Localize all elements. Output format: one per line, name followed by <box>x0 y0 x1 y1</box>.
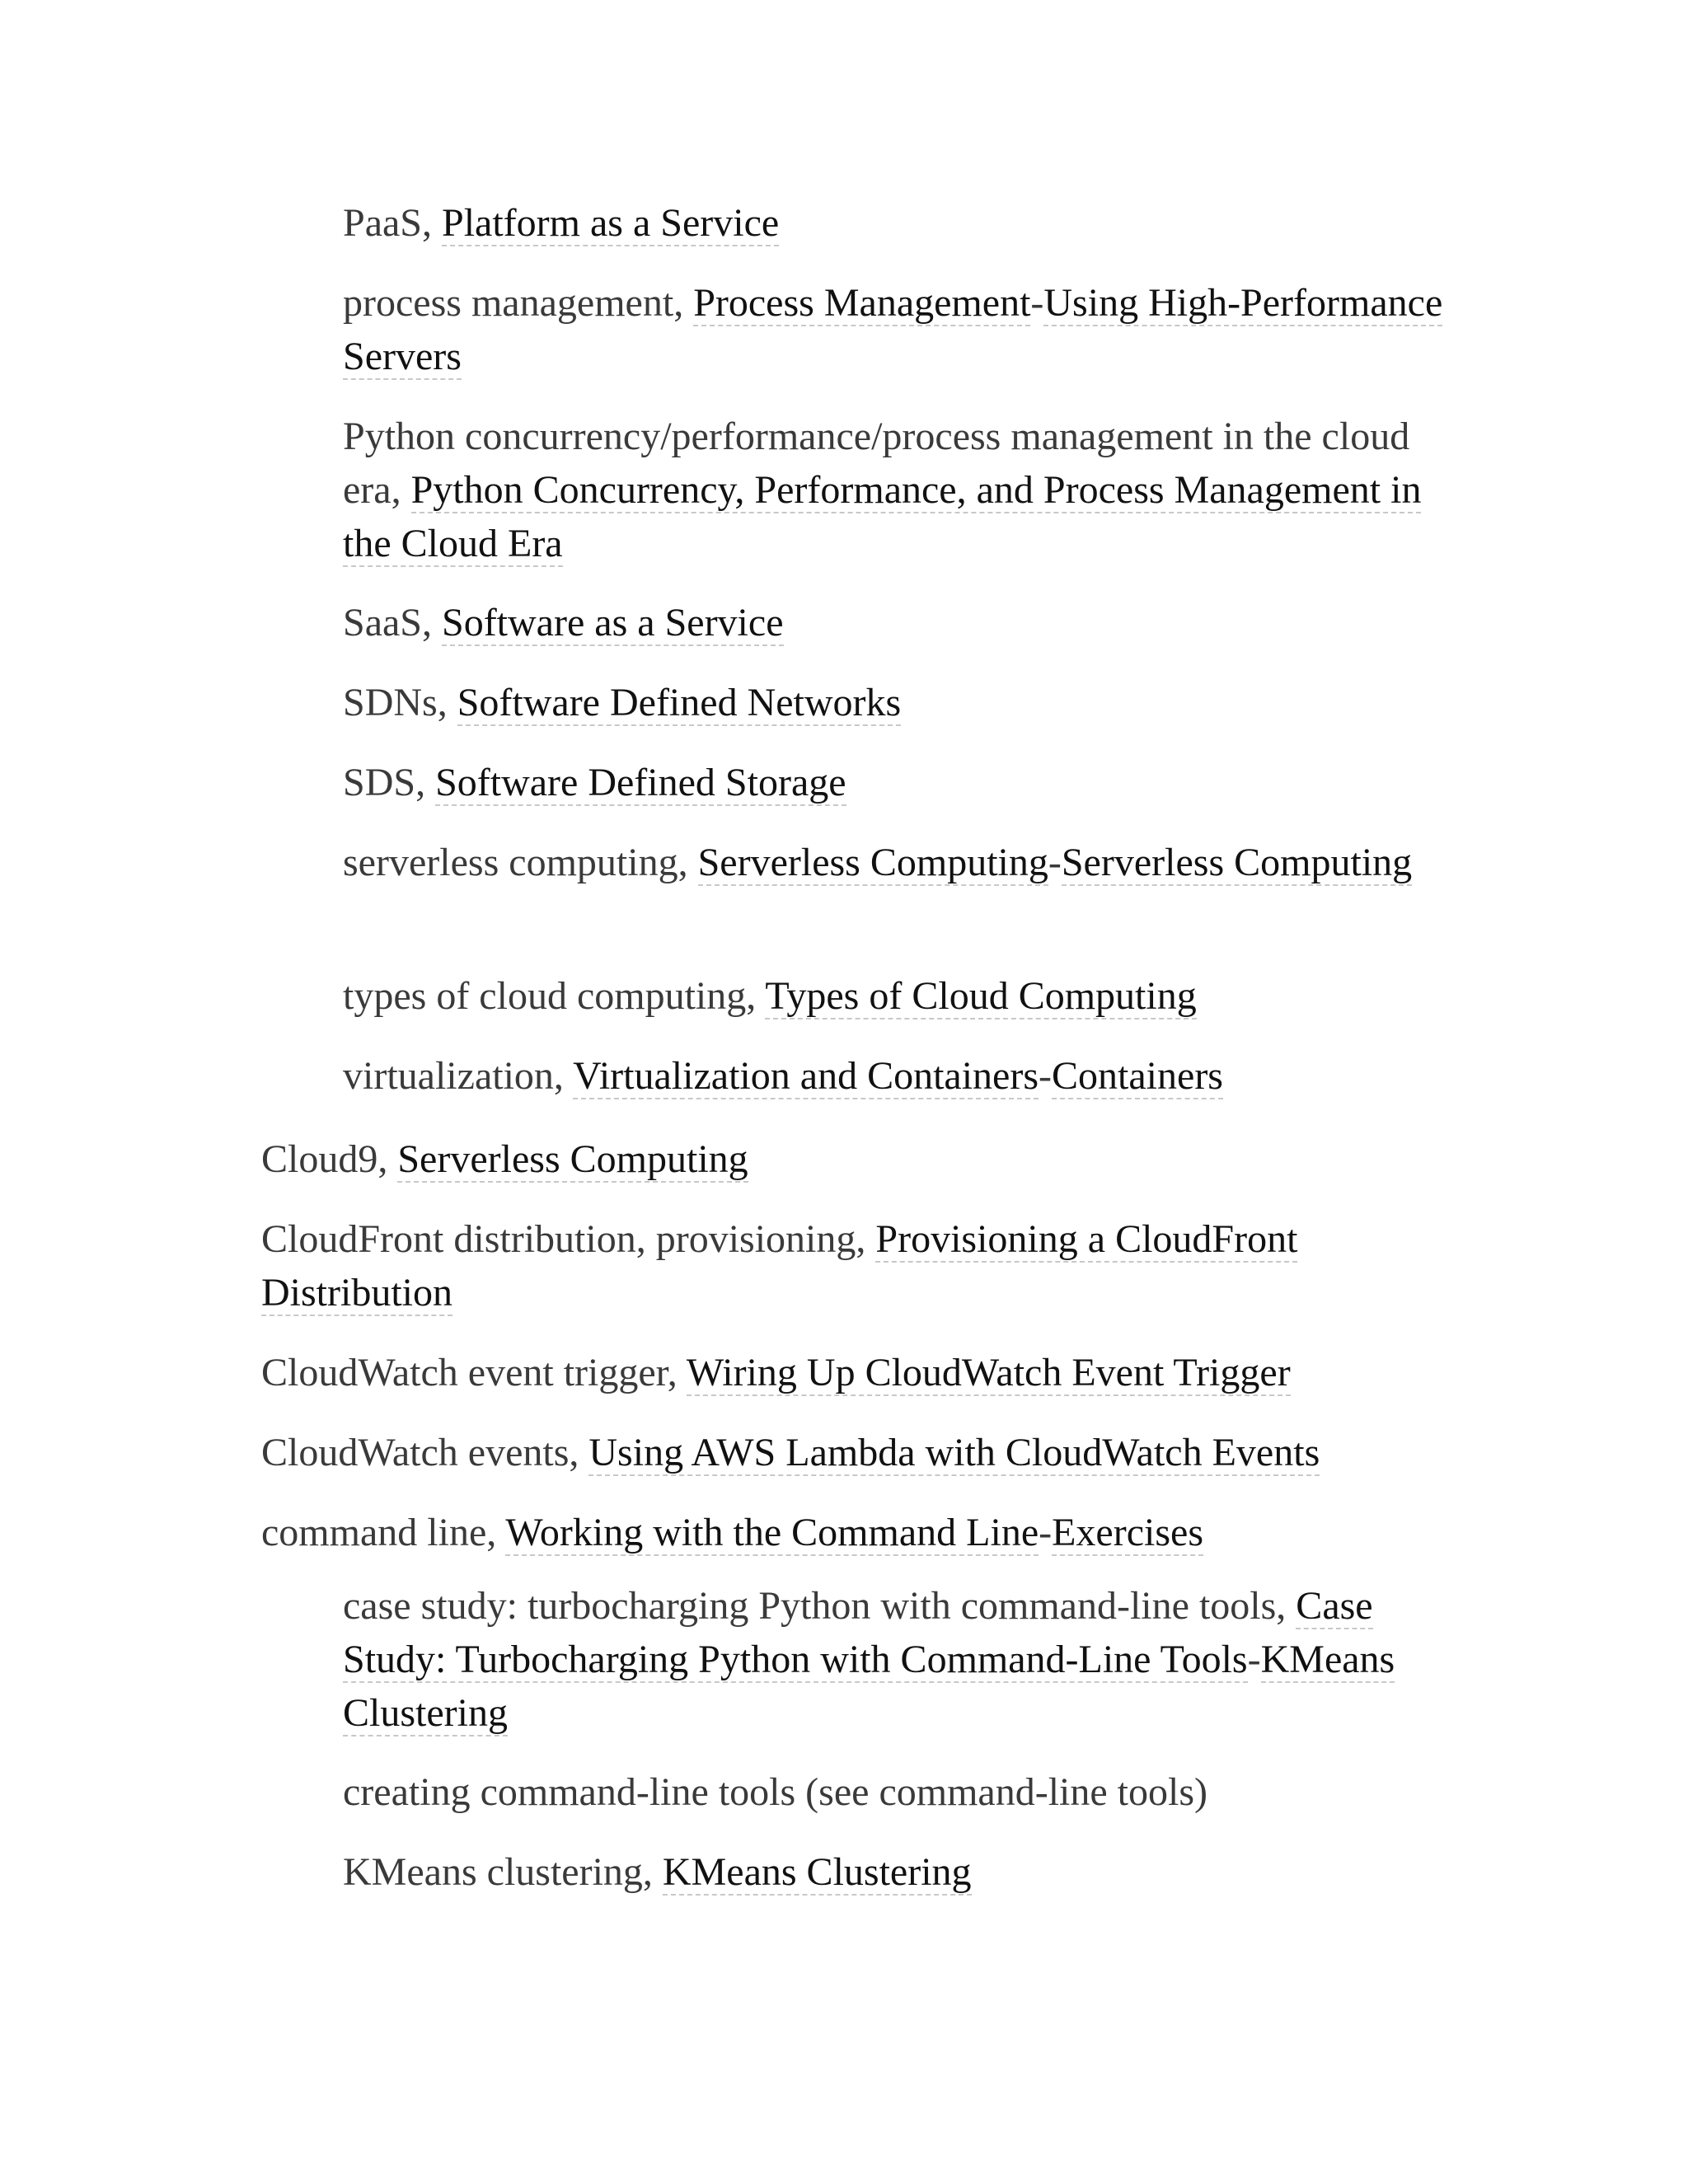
index-term: CloudWatch events <box>261 1431 570 1474</box>
index-entry-cloud9 <box>261 1132 1448 1186</box>
index-link[interactable]: Using AWS Lambda with CloudWatch Events <box>588 1431 1320 1474</box>
index-link[interactable]: Software as a Service <box>442 601 784 644</box>
index-link[interactable]: Wiring Up CloudWatch Event Trigger <box>686 1351 1291 1394</box>
index-term: case study: turbocharging Python with command-line tools <box>343 1584 1277 1628</box>
index-entry-saas <box>343 596 1447 649</box>
index-link[interactable]: Provisioning a CloudFront Distribution <box>261 1217 1298 1315</box>
index-link[interactable]: Exercises <box>1052 1511 1204 1554</box>
index-entry-serverless-computing <box>343 836 1447 889</box>
index-link[interactable]: Containers <box>1052 1054 1223 1098</box>
index-entry-types-of-cloud <box>343 969 1447 1023</box>
separator: - <box>1048 841 1062 884</box>
index-term: CloudFront distribution, provisioning <box>261 1217 856 1261</box>
separator: , <box>642 1850 663 1894</box>
index-term: PaaS <box>343 201 422 245</box>
separator: , <box>667 1351 687 1394</box>
separator: , <box>486 1511 506 1554</box>
separator: - <box>1039 1054 1053 1098</box>
index-term: Python concurrency/performance/process management in the cloud era <box>343 415 1410 512</box>
index-link[interactable]: Process Management <box>693 281 1031 325</box>
separator: , <box>1276 1584 1296 1628</box>
index-term: SDS <box>343 761 416 804</box>
index-link[interactable]: KMeans Clustering <box>343 1638 1395 1735</box>
separator: - <box>1039 1511 1053 1554</box>
index-entry-paas <box>343 196 1447 250</box>
index-link[interactable]: Software Defined Storage <box>435 761 846 804</box>
separator: , <box>746 974 766 1018</box>
index-link[interactable]: Platform as a Service <box>442 201 780 245</box>
index-term: creating command-line tools (see command-line tools) <box>343 1770 1208 1814</box>
separator: , <box>437 681 457 724</box>
index-entry-virtualization <box>343 1049 1447 1103</box>
separator: , <box>856 1217 876 1261</box>
index-entry-cloudwatch-trigger <box>261 1346 1448 1399</box>
index-link[interactable]: Serverless Computing <box>1061 841 1413 884</box>
separator: , <box>422 201 442 245</box>
index-link[interactable]: Python Concurrency, Performance, and Process Management in the Cloud Era <box>343 468 1422 565</box>
separator: , <box>553 1054 574 1098</box>
index-term: SDNs <box>343 681 438 724</box>
index-link[interactable]: Virtualization and Containers <box>573 1054 1039 1098</box>
index-link[interactable]: Working with the Command Line <box>505 1511 1039 1554</box>
index-entry-kmeans <box>343 1845 1447 1899</box>
index-term: command line <box>261 1511 487 1554</box>
index-link[interactable]: Types of Cloud Computing <box>765 974 1197 1018</box>
separator: , <box>673 281 694 325</box>
index-term: KMeans clustering <box>343 1850 643 1894</box>
index-term: virtualization <box>343 1054 554 1098</box>
index-term: CloudWatch event trigger <box>261 1351 668 1394</box>
index-entry-python-concurrency <box>343 410 1447 570</box>
index-term: process management <box>343 281 674 325</box>
separator: , <box>415 761 436 804</box>
index-link[interactable]: Case Study: Turbocharging Python with Command-Line Tools <box>343 1584 1373 1681</box>
index-entry-creating-command-line-tools <box>343 1765 1447 1819</box>
index-entry-cloudwatch-events <box>261 1426 1448 1479</box>
index-term: serverless computing <box>343 841 678 884</box>
index-entry-command-line <box>261 1506 1448 1559</box>
index-entry-case-study <box>343 1579 1447 1740</box>
index-term: SaaS <box>343 601 422 644</box>
separator: , <box>377 1137 398 1181</box>
index-link[interactable]: KMeans Clustering <box>662 1850 972 1894</box>
index-link[interactable]: Software Defined Networks <box>457 681 902 724</box>
index-link[interactable]: Using High-Performance Servers <box>343 281 1443 378</box>
index-term: types of cloud computing <box>343 974 747 1018</box>
index-entry-sds <box>343 756 1447 809</box>
separator: , <box>569 1431 589 1474</box>
index-link[interactable]: Serverless Computing <box>697 841 1048 884</box>
separator: - <box>1247 1638 1261 1681</box>
index-entry-process-management <box>343 276 1447 383</box>
index-term: Cloud9 <box>261 1137 378 1181</box>
separator: , <box>391 468 411 512</box>
separator: , <box>678 841 698 884</box>
separator: - <box>1030 281 1044 325</box>
index-entry-cloudfront <box>261 1212 1448 1319</box>
index-link[interactable]: Serverless Computing <box>397 1137 748 1181</box>
index-entry-sdns <box>343 676 1447 729</box>
separator: , <box>422 601 442 644</box>
